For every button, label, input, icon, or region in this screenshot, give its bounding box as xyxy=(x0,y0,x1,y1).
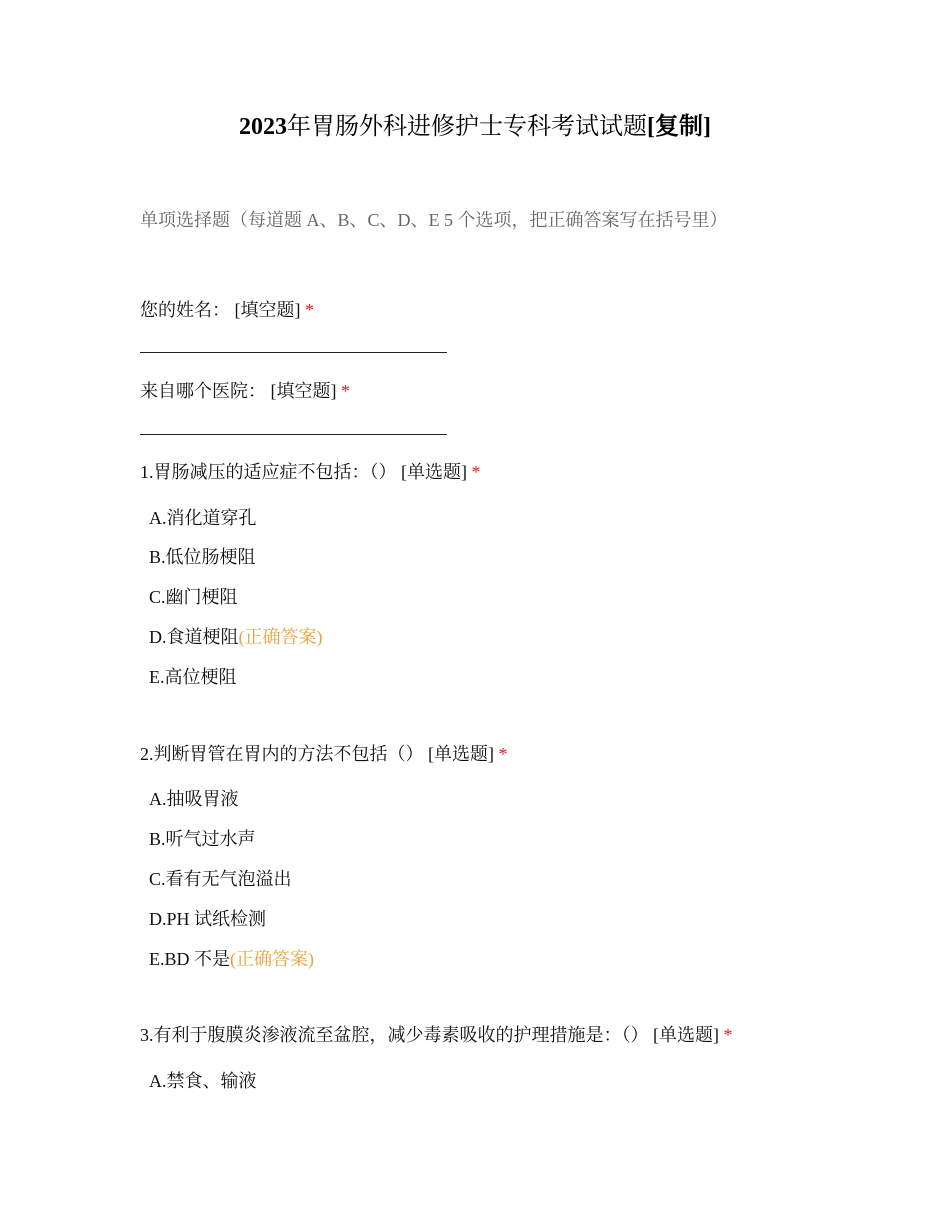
required-mark: * xyxy=(305,300,314,320)
option-text: C.看有无气泡溢出 xyxy=(149,869,292,889)
option-text: A.禁食、输液 xyxy=(149,1071,257,1091)
question-type-tag: [单选题] xyxy=(401,462,467,482)
question-1-option-a[interactable] xyxy=(149,505,257,531)
title-copy-tag: [复制] xyxy=(647,114,711,140)
hospital-answer-line[interactable] xyxy=(140,434,447,435)
required-mark: * xyxy=(723,1025,733,1045)
question-1-option-b[interactable] xyxy=(149,544,256,570)
question-2-option-e[interactable] xyxy=(149,946,314,972)
name-field-label xyxy=(140,297,314,323)
question-1-option-e[interactable] xyxy=(149,664,237,690)
section-instructions: 单项选择题（每道题 A、B、C、D、E 5 个选项，把正确答案写在括号里） xyxy=(140,210,728,230)
question-3 xyxy=(140,1022,733,1048)
option-text: D.食道梗阻 xyxy=(149,627,239,647)
name-answer-line[interactable] xyxy=(140,352,447,353)
question-type-tag: [单选题] xyxy=(428,744,494,764)
question-2-option-d[interactable] xyxy=(149,906,266,932)
question-text: 1.胃肠减压的适应症不包括：（） xyxy=(140,462,397,482)
question-1-option-d[interactable] xyxy=(149,624,323,650)
question-text: 2.判断胃管在胃内的方法不包括（） xyxy=(140,744,424,764)
correct-answer-marker: (正确答案) xyxy=(230,949,314,969)
question-type-tag: [单选题] xyxy=(653,1025,719,1045)
option-text: E.高位梗阻 xyxy=(149,667,237,687)
question-2-option-c[interactable] xyxy=(149,866,292,892)
option-text: E.BD 不是 xyxy=(149,949,230,969)
hospital-field-label xyxy=(140,378,350,404)
title-year: 2023 xyxy=(239,114,287,140)
question-1 xyxy=(140,459,481,485)
option-text: A.抽吸胃液 xyxy=(149,789,239,809)
option-text: B.低位肠梗阻 xyxy=(149,547,256,567)
option-text: D.PH 试纸检测 xyxy=(149,909,267,929)
field-type-tag: [填空题] xyxy=(270,381,337,401)
required-mark: * xyxy=(471,462,481,482)
title-text: 年胃肠外科进修护士专科考试试题 xyxy=(287,114,647,140)
field-label-text: 来自哪个医院： xyxy=(140,381,266,401)
field-type-tag: [填空题] xyxy=(234,300,301,320)
question-3-option-a[interactable] xyxy=(149,1068,257,1094)
question-text: 3.有利于腹膜炎渗液流至盆腔，减少毒素吸收的护理措施是：（） xyxy=(140,1025,649,1045)
question-2-option-b[interactable] xyxy=(149,826,256,852)
correct-answer-marker: (正确答案) xyxy=(238,627,323,647)
question-2-option-a[interactable] xyxy=(149,786,239,812)
option-text: C.幽门梗阻 xyxy=(149,587,238,607)
question-2 xyxy=(140,741,508,767)
question-1-option-c[interactable] xyxy=(149,584,238,610)
option-text: B.听气过水声 xyxy=(149,829,256,849)
required-mark: * xyxy=(341,381,350,401)
page-title xyxy=(0,110,950,144)
option-text: A.消化道穿孔 xyxy=(149,508,257,528)
required-mark: * xyxy=(498,744,508,764)
field-label-text: 您的姓名： xyxy=(140,300,230,320)
